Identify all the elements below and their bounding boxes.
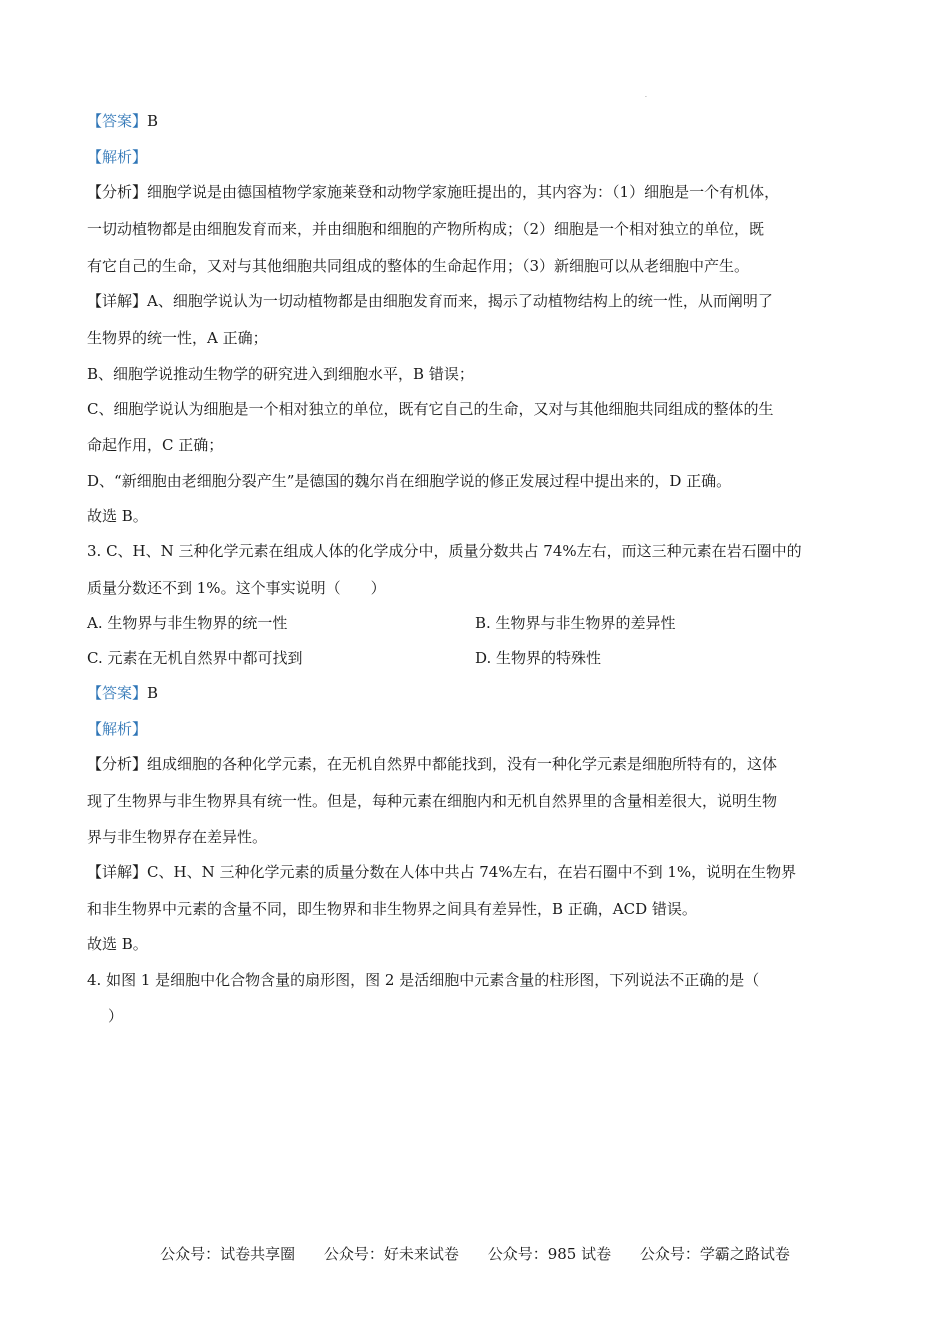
- q2-xiangjie-line-4: C、细胞学说认为细胞是一个相对独立的单位，既有它自己的生命，又对与其他细胞共同组成的整体的生: [87, 400, 774, 418]
- footer-item-3: 公众号：985 试卷: [487, 1245, 612, 1263]
- q2-fenxi-line-1: [87, 182, 867, 202]
- q3-fenxi-line-2: 现了生物界与非生物界具有统一性。但是，每种元素在细胞内和无机自然界里的含量相差很大，说明生物: [87, 792, 778, 810]
- q3-option-a: A. 生物界与非生物界的统一性: [87, 614, 288, 632]
- q3-analysis-tag: 【解析】: [87, 720, 148, 738]
- q2-xiangjie-line-3: B、细胞学说推动生物学的研究进入到细胞水平，B 错误；: [87, 365, 474, 383]
- q3-option-d: D. 生物界的特殊性: [475, 649, 602, 667]
- q2-fenxi-line-3: 有它自己的生命，又对与其他细胞共同组成的整体的生命起作用；（3）新细胞可以从老细胞中产生。: [87, 257, 750, 275]
- q2-xiangjie-line-1: [87, 291, 867, 311]
- page-footer: [0, 1244, 950, 1264]
- answer-tag: 【答案】: [87, 684, 148, 702]
- q3-stem-line-2: 质量分数还不到 1%。这个事实说明（ ）: [87, 579, 386, 597]
- top-dot: .: [645, 92, 647, 99]
- q2-fenxi-line-2: 一切动植物都是由细胞发育而来，并由细胞和细胞的产物所构成；（2）细胞是一个相对独立的单位，既: [87, 220, 765, 238]
- q3-option-b: B. 生物界与非生物界的差异性: [475, 614, 676, 632]
- q2-analysis-tag: 【解析】: [87, 148, 148, 166]
- q2-xiangjie-line-7: 故选 B。: [87, 507, 148, 525]
- xiangjie-text: A、细胞学说认为一切动植物都是由细胞发育而来，揭示了动植物结构上的统一性，从而阐明了: [147, 292, 773, 310]
- q3-fenxi-line-1: [87, 754, 867, 774]
- footer-item-2: 公众号：好未来试卷: [323, 1245, 459, 1263]
- q3-answer-line: [87, 683, 867, 703]
- q2-xiangjie-line-2: 生物界的统一性，A 正确；: [87, 329, 268, 347]
- q3-xiangjie-line-3: 故选 B。: [87, 935, 148, 953]
- answer-value: B: [147, 684, 159, 702]
- q3-option-c: C. 元素在无机自然界中都可找到: [87, 649, 303, 667]
- q3-xiangjie-line-1: [87, 862, 867, 882]
- q3-stem-line-1: 3. C、H、N 三种化学元素在组成人体的化学成分中，质量分数共占 74%左右，而这三种元素在岩石圈中的: [87, 542, 802, 560]
- q3-fenxi-line-3: 界与非生物界存在差异性。: [87, 828, 268, 846]
- answer-value: B: [147, 112, 159, 130]
- footer-item-1: 公众号：试卷共享圈: [160, 1245, 296, 1263]
- q2-answer-line: [87, 111, 867, 131]
- xiangjie-tag: 【详解】: [87, 292, 148, 310]
- q4-stem-line-2: ）: [93, 1007, 124, 1025]
- footer-item-4: 公众号：学霸之路试卷: [639, 1245, 790, 1263]
- answer-tag: 【答案】: [87, 112, 148, 130]
- xiangjie-text: C、H、N 三种化学元素的质量分数在人体中共占 74%左右，在岩石圈中不到 1%，说明在生物界: [147, 863, 797, 881]
- fenxi-tag: 【分析】: [87, 183, 148, 201]
- q2-xiangjie-line-6: D、“新细胞由老细胞分裂产生”是德国的魏尔肖在细胞学说的修正发展过程中提出来的，D 正确。: [87, 472, 732, 490]
- q2-xiangjie-line-5: 命起作用，C 正确；: [87, 436, 224, 454]
- fenxi-tag: 【分析】: [87, 755, 148, 773]
- q3-xiangjie-line-2: 和非生物界中元素的含量不同，即生物界和非生物界之间具有差异性，B 正确，ACD 错误。: [87, 900, 697, 918]
- q4-stem-line-1: 4. 如图 1 是细胞中化合物含量的扇形图，图 2 是活细胞中元素含量的柱形图，下列说法不正确的是（: [87, 971, 760, 989]
- fenxi-text: 组成细胞的各种化学元素，在无机自然界中都能找到，没有一种化学元素是细胞所特有的，这体: [147, 755, 778, 773]
- fenxi-text: 细胞学说是由德国植物学家施莱登和动物学家施旺提出的，其内容为：（1）细胞是一个有机体，: [147, 183, 780, 201]
- xiangjie-tag: 【详解】: [87, 863, 148, 881]
